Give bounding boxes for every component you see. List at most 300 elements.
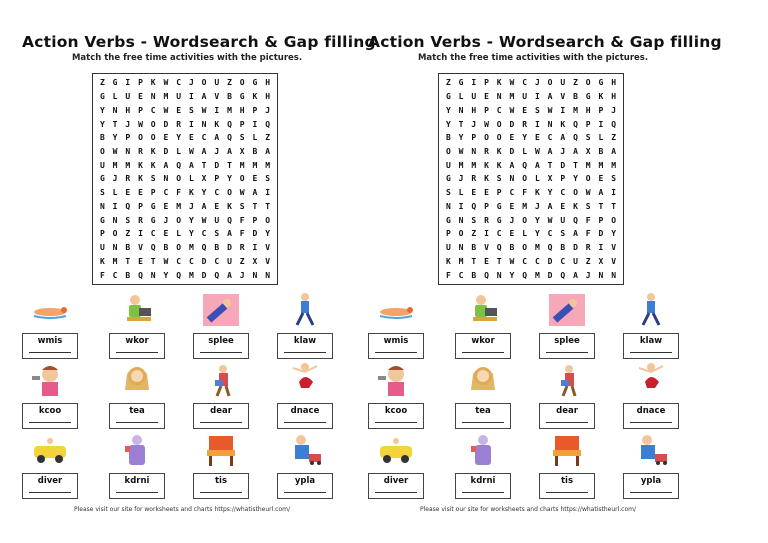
grid-letter: P <box>445 229 451 239</box>
grid-letter: T <box>598 201 604 211</box>
answer-line[interactable] <box>200 352 242 353</box>
answer-box[interactable] <box>109 333 165 359</box>
scrambled-word: dnace <box>290 406 320 416</box>
grid-letter: Q <box>201 243 207 253</box>
grid-letter: J <box>112 174 118 184</box>
answer-line[interactable] <box>462 422 504 423</box>
grid-letter: K <box>573 201 578 211</box>
grid-letter: G <box>99 92 105 102</box>
grid-letter: Q <box>176 270 182 280</box>
swimmer-icon <box>376 292 416 328</box>
grid-letter: O <box>484 133 489 143</box>
grid-letter: C <box>112 270 118 280</box>
grid-letter: S <box>611 174 617 184</box>
grid-letter: W <box>239 188 245 198</box>
grid-letter: P <box>484 105 489 115</box>
grid-letter: D <box>509 147 515 157</box>
grid-letter: Y <box>99 105 105 115</box>
grid-letter: A <box>201 147 207 157</box>
answer-line[interactable] <box>462 352 504 353</box>
answer-box[interactable] <box>22 403 78 429</box>
grid-letter: Z <box>265 133 271 143</box>
answer-box[interactable] <box>368 473 424 499</box>
grid-letter: D <box>598 229 604 239</box>
grid-letter: A <box>611 147 617 157</box>
car-icon <box>376 432 416 468</box>
grid-letter: C <box>522 256 528 266</box>
answer-box[interactable] <box>455 333 511 359</box>
grid-letter: E <box>252 174 258 184</box>
grid-letter: A <box>201 201 207 211</box>
answer-box[interactable] <box>455 403 511 429</box>
grid-letter: O <box>201 78 207 88</box>
grid-letter: N <box>547 119 553 129</box>
worksheet-left <box>22 0 376 543</box>
grid-letter: U <box>445 160 451 170</box>
answer-box[interactable] <box>368 403 424 429</box>
grid-letter: N <box>125 147 131 157</box>
grid-letter: H <box>125 105 131 115</box>
grid-letter: I <box>188 92 194 102</box>
scrambled-word: dear <box>556 406 578 416</box>
grid-letter: K <box>188 188 194 198</box>
grid-letter: Y <box>547 188 553 198</box>
grid-letter: U <box>99 160 105 170</box>
scrambled-word: kdrni <box>470 476 496 486</box>
answer-box[interactable] <box>368 333 424 359</box>
grid-letter: I <box>534 92 540 102</box>
grid-letter: P <box>252 105 258 115</box>
answer-line[interactable] <box>375 422 417 423</box>
grid-letter: Q <box>176 160 182 170</box>
grid-letter: U <box>560 215 566 225</box>
grid-letter: A <box>188 160 194 170</box>
grid-letter: E <box>484 256 489 266</box>
grid-letter: Q <box>125 201 131 211</box>
grid-letter: Y <box>458 133 464 143</box>
grid-letter: N <box>163 174 169 184</box>
answer-box[interactable] <box>277 403 333 429</box>
grid-letter: M <box>458 256 464 266</box>
grid-letter: P <box>252 215 258 225</box>
grid-letter: V <box>138 243 143 253</box>
grid-letter: Q <box>547 243 553 253</box>
answer-line[interactable] <box>29 492 71 493</box>
grid-letter: F <box>99 270 105 280</box>
answer-box[interactable] <box>539 403 595 429</box>
grid-letter: U <box>176 92 182 102</box>
grid-letter: N <box>112 215 118 225</box>
grid-letter: Y <box>509 270 515 280</box>
grid-letter: T <box>125 256 131 266</box>
grid-letter: M <box>265 160 271 170</box>
grid-letter: K <box>484 160 489 170</box>
grid-letter: E <box>560 201 566 211</box>
grid-letter: A <box>573 229 578 239</box>
worker-laptop-icon <box>117 292 157 328</box>
scrambled-word: wmis <box>37 336 63 346</box>
grid-letter: G <box>496 201 502 211</box>
grid-letter: R <box>522 119 528 129</box>
grid-letter: N <box>99 201 105 211</box>
grid-letter: P <box>138 201 143 211</box>
grid-letter: F <box>239 215 245 225</box>
grid-letter: E <box>509 201 515 211</box>
grid-letter: M <box>522 201 528 211</box>
grid-letter: A <box>201 92 207 102</box>
answer-line[interactable] <box>462 492 504 493</box>
grid-letter: Q <box>522 270 528 280</box>
answer-box[interactable] <box>277 473 333 499</box>
scrambled-word: dnace <box>636 406 666 416</box>
grid-letter: F <box>445 270 451 280</box>
grid-letter: G <box>150 215 156 225</box>
scrambled-word: diver <box>37 476 63 486</box>
grid-letter: S <box>585 133 591 143</box>
grid-letter: X <box>547 174 553 184</box>
grid-letter: P <box>484 201 489 211</box>
grid-letter: I <box>188 119 194 129</box>
swimmer-icon <box>30 292 70 328</box>
grid-letter: I <box>598 119 604 129</box>
grid-letter: C <box>547 133 553 143</box>
grid-letter: J <box>163 215 169 225</box>
grid-letter: M <box>125 160 131 170</box>
grid-letter: C <box>560 256 566 266</box>
grid-letter: Q <box>214 270 220 280</box>
grid-letter: Q <box>471 201 477 211</box>
grid-letter: I <box>252 119 258 129</box>
grid-letter: O <box>585 174 591 184</box>
dancer-icon <box>631 362 671 398</box>
answer-box[interactable] <box>277 333 333 359</box>
answer-box[interactable] <box>22 473 78 499</box>
grid-letter: Y <box>534 215 540 225</box>
grid-letter: P <box>471 133 477 143</box>
grid-letter: P <box>138 105 143 115</box>
grid-letter: N <box>445 201 451 211</box>
answer-line[interactable] <box>29 422 71 423</box>
scrambled-word: ypla <box>294 476 316 486</box>
grid-letter: T <box>458 119 464 129</box>
grid-letter: B <box>214 243 220 253</box>
drinker-icon <box>463 432 503 468</box>
answer-line[interactable] <box>284 352 326 353</box>
grid-letter: K <box>150 78 156 88</box>
scrambled-word: tis <box>560 476 574 486</box>
grid-letter: W <box>509 105 515 115</box>
grid-letter: D <box>509 119 515 129</box>
grid-letter: W <box>484 119 489 129</box>
grid-letter: G <box>445 215 451 225</box>
eater-icon <box>117 362 157 398</box>
grid-letter: J <box>214 147 220 157</box>
grid-letter: W <box>547 105 553 115</box>
grid-letter: V <box>265 256 271 266</box>
answer-box[interactable] <box>455 473 511 499</box>
answer-box[interactable] <box>539 473 595 499</box>
answer-line[interactable] <box>116 352 158 353</box>
answer-line[interactable] <box>284 492 326 493</box>
grid-letter: E <box>534 133 540 143</box>
grid-letter: U <box>445 243 451 253</box>
grid-letter: K <box>150 147 156 157</box>
grid-letter: M <box>458 160 464 170</box>
grid-letter: H <box>585 105 591 115</box>
wordsearch-grid <box>92 73 278 285</box>
answer-box[interactable] <box>109 473 165 499</box>
chair-icon <box>201 432 241 468</box>
grid-letter: J <box>534 78 540 88</box>
grid-letter: P <box>560 174 566 184</box>
scrambled-word: klaw <box>639 336 663 346</box>
grid-letter: K <box>496 147 502 157</box>
grid-letter: T <box>573 160 578 170</box>
grid-letter: B <box>99 133 105 143</box>
grid-letter: D <box>214 160 220 170</box>
page-title: Action Verbs - Wordsearch & Gap filling <box>22 33 376 51</box>
answer-line[interactable] <box>546 352 588 353</box>
grid-letter: E <box>188 133 194 143</box>
answer-line[interactable] <box>375 352 417 353</box>
worksheet-right <box>368 0 722 543</box>
grid-letter: E <box>138 188 143 198</box>
grid-letter: K <box>445 256 451 266</box>
answer-box[interactable] <box>109 403 165 429</box>
grid-letter: O <box>573 188 578 198</box>
answer-line[interactable] <box>630 352 672 353</box>
grid-letter: B <box>560 243 566 253</box>
grid-letter: A <box>509 160 515 170</box>
grid-letter: G <box>112 78 118 88</box>
grid-letter: I <box>598 243 604 253</box>
answer-line[interactable] <box>116 492 158 493</box>
grid-letter: N <box>471 147 477 157</box>
grid-letter: M <box>112 160 118 170</box>
grid-letter: W <box>163 256 169 266</box>
grid-letter: Y <box>534 229 540 239</box>
grid-letter: A <box>214 133 220 143</box>
grid-letter: M <box>176 201 182 211</box>
answer-box[interactable] <box>623 403 679 429</box>
grid-letter: P <box>138 78 143 88</box>
grid-letter: I <box>252 243 258 253</box>
grid-letter: E <box>138 256 143 266</box>
grid-letter: J <box>560 147 566 157</box>
answer-box[interactable] <box>193 473 249 499</box>
grid-letter: W <box>509 78 515 88</box>
grid-letter: U <box>99 243 105 253</box>
grid-letter: M <box>509 92 515 102</box>
grid-letter: D <box>201 256 207 266</box>
grid-letter: N <box>150 92 156 102</box>
grid-letter: Z <box>585 256 591 266</box>
grid-letter: P <box>598 105 604 115</box>
grid-letter: P <box>150 188 156 198</box>
answer-box[interactable] <box>539 333 595 359</box>
grid-letter: U <box>522 92 528 102</box>
grid-letter: Q <box>484 270 489 280</box>
grid-letter: W <box>201 215 207 225</box>
grid-letter: C <box>522 78 528 88</box>
answer-line[interactable] <box>630 422 672 423</box>
walker-icon <box>285 292 325 328</box>
grid-letter: J <box>239 270 245 280</box>
grid-letter: Q <box>522 160 528 170</box>
answer-line[interactable] <box>200 492 242 493</box>
grid-letter: H <box>265 92 271 102</box>
grid-letter: C <box>201 133 207 143</box>
grid-letter: N <box>252 270 258 280</box>
grid-letter: Q <box>227 215 232 225</box>
grid-letter: O <box>585 78 591 88</box>
answer-box[interactable] <box>193 333 249 359</box>
grid-letter: C <box>163 188 169 198</box>
answer-box[interactable] <box>623 473 679 499</box>
grid-letter: O <box>150 119 156 129</box>
grid-letter: A <box>534 160 540 170</box>
grid-letter: X <box>585 147 591 157</box>
grid-letter: P <box>214 174 220 184</box>
grid-letter: A <box>227 229 232 239</box>
grid-letter: C <box>201 229 207 239</box>
grid-letter: U <box>560 78 566 88</box>
answer-box[interactable] <box>623 333 679 359</box>
grid-letter: Z <box>573 78 578 88</box>
grid-letter: K <box>496 78 502 88</box>
grid-letter: G <box>150 201 156 211</box>
grid-letter: A <box>598 188 604 198</box>
grid-letter: K <box>484 174 489 184</box>
grid-letter: S <box>585 201 591 211</box>
answer-box[interactable] <box>22 333 78 359</box>
grid-letter: O <box>522 215 528 225</box>
grid-letter: N <box>112 243 118 253</box>
grid-letter: W <box>585 188 591 198</box>
grid-letter: O <box>99 147 105 157</box>
grid-letter: D <box>560 160 566 170</box>
grid-letter: X <box>239 147 245 157</box>
grid-letter: G <box>458 78 464 88</box>
page-title: Action Verbs - Wordsearch & Gap filling <box>368 33 722 51</box>
answer-line[interactable] <box>375 492 417 493</box>
page-subtitle: Match the free time activities with the pictures. <box>71 53 303 63</box>
grid-letter: E <box>163 133 169 143</box>
grid-letter: Y <box>611 229 617 239</box>
grid-letter: Q <box>227 133 232 143</box>
grid-letter: M <box>611 160 617 170</box>
grid-letter: S <box>239 201 245 211</box>
grid-letter: O <box>458 229 464 239</box>
grid-letter: N <box>458 243 464 253</box>
worker-laptop-icon <box>463 292 503 328</box>
grid-letter: W <box>201 105 207 115</box>
grid-letter: S <box>471 215 477 225</box>
grid-letter: W <box>534 147 540 157</box>
grid-letter: N <box>265 270 271 280</box>
grid-letter: O <box>176 215 182 225</box>
grid-letter: I <box>112 201 118 211</box>
grid-letter: G <box>99 215 105 225</box>
grid-letter: T <box>547 160 553 170</box>
answer-line[interactable] <box>116 422 158 423</box>
grid-letter: K <box>496 160 502 170</box>
grid-letter: C <box>458 270 464 280</box>
grid-letter: G <box>239 92 245 102</box>
grid-letter: H <box>611 78 617 88</box>
player-icon <box>285 432 325 468</box>
grid-letter: V <box>214 92 220 102</box>
answer-line[interactable] <box>284 422 326 423</box>
page-subtitle: Match the free time activities with the pictures. <box>417 53 649 63</box>
grid-letter: Q <box>573 133 578 143</box>
answer-line[interactable] <box>630 492 672 493</box>
grid-letter: O <box>138 133 143 143</box>
car-icon <box>30 432 70 468</box>
grid-letter: C <box>150 229 156 239</box>
grid-letter: Y <box>573 174 578 184</box>
grid-letter: X <box>598 256 604 266</box>
grid-letter: B <box>471 243 477 253</box>
grid-letter: E <box>176 105 182 115</box>
grid-letter: S <box>265 174 271 184</box>
grid-letter: O <box>265 215 271 225</box>
grid-letter: M <box>534 270 540 280</box>
grid-letter: M <box>188 243 194 253</box>
grid-letter: X <box>252 256 258 266</box>
grid-letter: A <box>227 270 232 280</box>
grid-letter: L <box>176 229 182 239</box>
answer-line[interactable] <box>200 422 242 423</box>
grid-letter: T <box>150 256 156 266</box>
grid-letter: O <box>176 243 182 253</box>
answer-box[interactable] <box>193 403 249 429</box>
grid-letter: K <box>252 92 258 102</box>
grid-letter: A <box>573 270 578 280</box>
grid-letter: L <box>176 147 182 157</box>
grid-letter: D <box>201 270 207 280</box>
grid-letter: B <box>252 147 258 157</box>
answer-line[interactable] <box>29 352 71 353</box>
grid-letter: B <box>509 243 515 253</box>
grid-letter: Y <box>445 119 451 129</box>
grid-letter: Q <box>138 270 143 280</box>
answer-line[interactable] <box>546 492 588 493</box>
grid-letter: M <box>163 92 169 102</box>
grid-letter: I <box>534 119 540 129</box>
grid-letter: J <box>125 119 131 129</box>
grid-letter: S <box>125 215 131 225</box>
grid-letter: I <box>560 105 566 115</box>
grid-letter: A <box>252 188 258 198</box>
grid-letter: A <box>265 147 271 157</box>
scrambled-word: kdrni <box>124 476 150 486</box>
grid-letter: Y <box>188 229 194 239</box>
cook-icon <box>376 362 416 398</box>
grid-letter: E <box>484 188 489 198</box>
grid-letter: J <box>471 119 477 129</box>
grid-letter: E <box>125 188 131 198</box>
grid-letter: M <box>573 105 578 115</box>
grid-letter: N <box>150 270 156 280</box>
grid-letter: G <box>99 174 105 184</box>
answer-line[interactable] <box>546 422 588 423</box>
grid-letter: O <box>496 119 502 129</box>
grid-letter: P <box>125 133 131 143</box>
grid-letter: Z <box>227 78 232 88</box>
grid-letter: E <box>471 188 477 198</box>
grid-letter: D <box>163 147 169 157</box>
